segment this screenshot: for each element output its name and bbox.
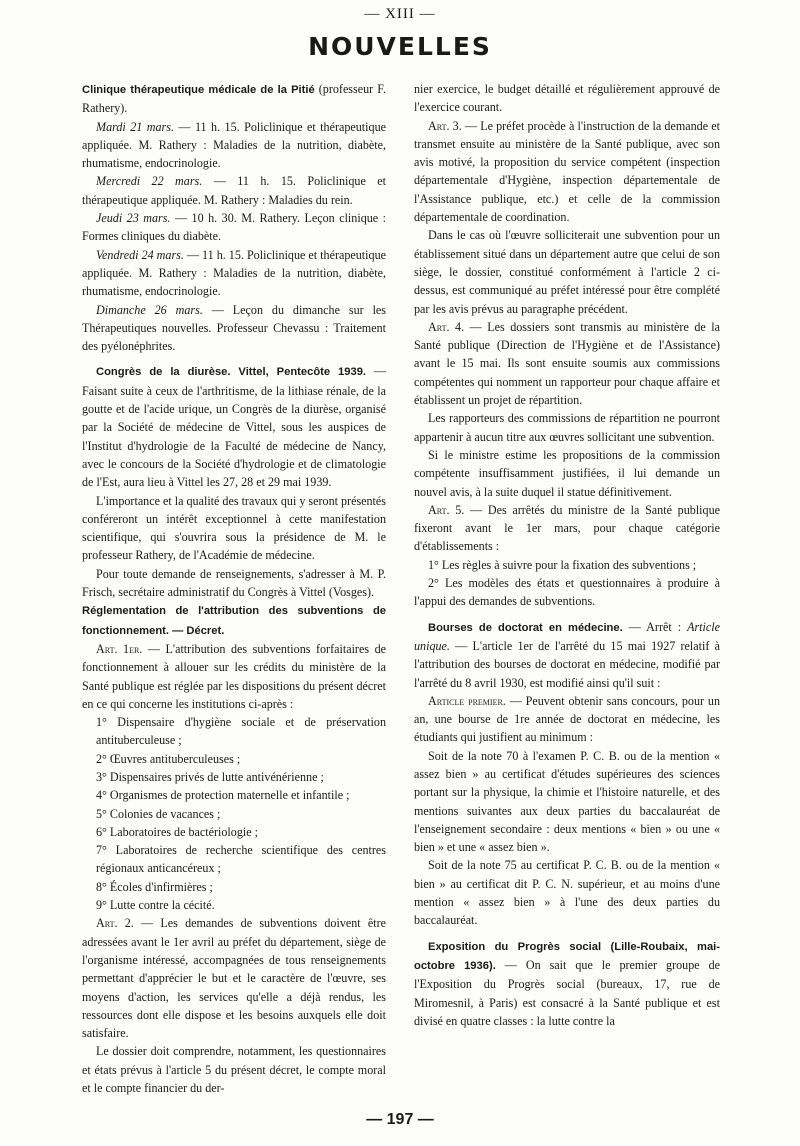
- note-70-paragraph: Soit de la note 70 à l'examen P. C. B. ou de la mention « assez bien » au certificat d'études supérieures des sciences portant sur la physique, la chimie et l'histoire naturelle, et des mentions suivantes aux deux parties du baccalauréat de l'enseignement secondaire : deux mentions « bien » ou une « bien » et une « assez bien ».: [414, 748, 720, 855]
- list-item: 3° Dispensaires privés de lutte antivénérienne ;: [96, 769, 324, 784]
- list-item: 7° Laboratoires de recherche scientifique des centres régionaux anticancéreux ;: [96, 843, 386, 876]
- article-5: Art. 5. — Des arrêtés du ministre de la Santé publique fixeront avant le 1er mars, pour chaque catégorie d'établissements :: [414, 502, 720, 554]
- list-item: 1° Dispensaire d'hygiène sociale et de préservation antituberculeuse ;: [96, 715, 386, 748]
- congres-paragraph-2: L'importance et la qualité des travaux qui y seront présentés conféreront un intérêt exceptionnel à cette manifestation scientifique, qui s'ouvrira sous la présidence de M. le professeur Rathery, de l'Académie de médecine.: [82, 493, 386, 563]
- section-title: NOUVELLES: [308, 32, 492, 61]
- list-item: 5° Colonies de vacances ;: [96, 806, 221, 821]
- schedule-dimanche: Dimanche 26 mars. — Leçon du dimanche sur les Thérapeutiques nouvelles. Professeur Chevassu : Traitement des pyélonéphrites.: [82, 302, 386, 354]
- article-4: Art. 4. — Les dossiers sont transmis au ministère de la Santé publique (Direction de l'Hygiène et de l'Assistance) avant le 15 mai. Ils sont ensuite soumis aux commissions compétentes qui nomment un rapporteur pour chaque affaire et établissent un projet de répartition.: [414, 319, 721, 408]
- list-item: 8° Écoles d'infirmières ;: [96, 879, 213, 894]
- reglementation-heading: Réglementation de l'attribution des subventions de fonctionnement. — Décret.: [82, 605, 386, 637]
- article-5-item-2: 2° Les modèles des états et questionnaires à produire à l'appui des demandes de subventions.: [414, 576, 720, 609]
- schedule-vendredi: Vendredi 24 mars. — 11 h. 15. Policlinique et thérapeutique appliquée. M. Rathery : Maladies de la nutrition, diabète, rhumatisme, endocrinologie.: [82, 247, 386, 299]
- schedule-jeudi: Jeudi 23 mars. — 10 h. 30. M. Rathery. Leçon clinique : Formes cliniques du diabète.: [82, 211, 387, 244]
- exposition-heading: Exposition du Progrès social (Lille-Roubaix, mai-octobre 1936).: [414, 940, 720, 972]
- article-5-item-1: 1° Les règles à suivre pour la fixation des subventions ;: [428, 557, 697, 572]
- congres-heading: Congrès de la diurèse. Vittel, Pentecôte 1939.: [96, 366, 367, 379]
- congres-paragraph-3: Pour toute demande de renseignements, s'adresser à M. P. Frisch, secrétaire administratif du Congrès à Vittel (Vosges).: [82, 566, 386, 600]
- article-premier: Article premier. — Peuvent obtenir sans concours, pour un an, une bourse de 1re année de doctorat en médecine, les étudiants qui justifient au minimum :: [414, 693, 721, 745]
- article-2-paragraph-2: Le dossier doit comprendre, notamment, les questionnaires et états prévus à l'article 5 du présent décret, le compte moral et le compte financier du der-: [82, 1044, 386, 1096]
- list-item: 2° Œuvres antituberculeuses ;: [96, 751, 241, 766]
- page-roman-numeral: — XIII —: [364, 6, 436, 22]
- article-3: Art. 3. — Le préfet procède à l'instruction de la demande et transmet ensuite au ministère de la Santé publique, avec son avis motivé, la proposition du service compétent (inspection départementale d'Hygiène, inspection départementale de l'Assistance publique, etc.) et celle de la commission départementale de coordination.: [414, 118, 720, 225]
- page-number: — 197 —: [366, 1111, 434, 1128]
- schedule-mercredi: Mercredi 22 mars. — 11 h. 15. Policlinique et thérapeutique appliquée. M. Rathery : Maladies du rein.: [82, 174, 386, 207]
- article-1: Art. 1er. — L'attribution des subventions forfaitaires de fonctionnement à allouer sur les crédits du ministère de la Santé publique est réglée par les dispositions du présent décret en ce qui concerne les institutions ci-après :: [82, 641, 386, 711]
- list-item: 4° Organismes de protection maternelle et infantile ;: [96, 788, 350, 803]
- clinique-heading-tail: (professeur F. Rathery).: [82, 82, 386, 116]
- left-column: [82, 80, 386, 1097]
- clinique-heading: Clinique thérapeutique médicale de la Pitié: [82, 84, 315, 96]
- list-item: 9° Lutte contre la cécité.: [96, 898, 215, 913]
- congres-paragraph: Congrès de la diurèse. Vittel, Pentecôte 1939. — Faisant suite à ceux de l'arthritisme, de la lithiase rénale, de la goutte et de l'acide urique, un Congrès de la diurèse, organisé par la Société de médecine de Vittel, sous les auspices de l'Institut d'hydrologie de la Faculté de médecine de Nancy, avec le concours de la Société d'hydrologie et de climatologie de l'Est, aura lieu à Vittel les 27, 28 et 29 mai 1939.: [82, 364, 386, 490]
- article-3-paragraph-2: Dans le cas où l'œuvre solliciterait une subvention pour un établissement situé dans un département autre que celui de son siège, le dossier, constitué conformément à l'article 2 ci-dessus, est communiqué au préfet intéressé pour être complété par les avis prévus au paragraphe précédent.: [414, 228, 720, 316]
- clinique-paragraph: [82, 80, 386, 118]
- bourses-heading: Bourses de doctorat en médecine.: [428, 621, 623, 634]
- exposition-paragraph: Exposition du Progrès social (Lille-Roubaix, mai-octobre 1936). — On sait que le premier groupe de l'Exposition du Progrès social (bureaux, 17, rue de Miromesnil, à Paris) est consacré à la Santé publique et est divisé en quatre classes : la lutte contre la: [414, 940, 721, 1028]
- list-item: 6° Laboratoires de bactériologie ;: [96, 824, 258, 839]
- article-2: Art. 2. — Les demandes de subventions doivent être adressées avant le 1er avril au préfet du département, siège de l'organisme intéressé, accompagnées de tous renseignements permettant d'apprécier le but et le caractère de l'œuvre, ses moyens d'action, les services qu'elle a déjà rendus, les ressources dont elle dispose et les besoins auxquels elle doit satisfaire.: [82, 916, 387, 1041]
- schedule-mardi: Mardi 21 mars. — 11 h. 15. Policlinique et thérapeutique appliquée. M. Rathery : Maladies de la nutrition, diabète, rhumatisme, endocrinologie.: [82, 119, 386, 171]
- article-4-paragraph-2: Les rapporteurs des commissions de répartition ne pourront appartenir à aucun titre aux œuvres sollicitant une subvention.: [414, 411, 720, 444]
- note-75-paragraph: Soit de la note 75 au certificat P. C. B. ou de la mention « bien » au certificat dit P. C. N. supérieur, et au moins d'une mention « assez bien » à l'une des deux parties du baccalauréat.: [414, 858, 720, 928]
- continuation-paragraph: nier exercice, le budget détaillé et régulièrement approuvé de l'exercice courant.: [414, 82, 720, 115]
- article-4-paragraph-3: Si le ministre estime les propositions de la commission compétente insuffisamment justifiées, il lui demande un nouvel avis, à la suite duquel il statue définitivement.: [414, 447, 720, 499]
- bourses-paragraph: Bourses de doctorat en médecine. — Arrêt : Article unique. — L'article 1er de l'arrêté du 15 mai 1927 relatif à l'attribution des bourses de doctorat en médecine, modifié par l'arrêté du 8 avril 1930, est modifié ainsi qu'il suit :: [414, 619, 720, 690]
- right-column: [414, 80, 720, 1030]
